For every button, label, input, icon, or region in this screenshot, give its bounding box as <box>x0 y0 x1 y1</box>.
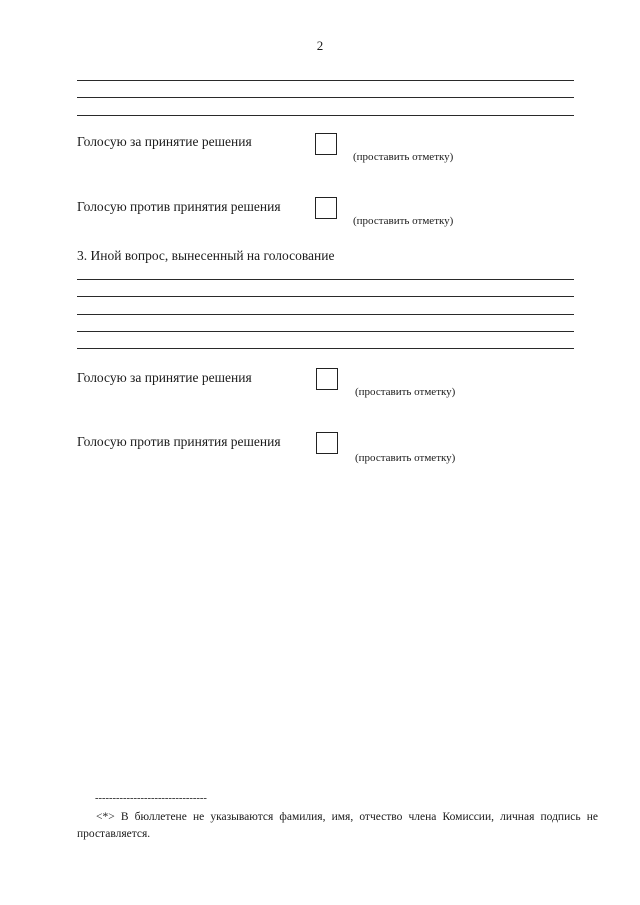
vote-for-checkbox[interactable] <box>316 368 338 390</box>
answer-line[interactable] <box>77 97 574 98</box>
vote-against-label: Голосую против принятия решения <box>77 434 281 449</box>
vote-for-hint: (проставить отметку) <box>355 386 456 398</box>
footnote-text: <*> В бюллетене не указываются фамилия, имя, отчество члена Комиссии, личная подпись не проставляется. <box>77 811 598 840</box>
footnote-separator: -------------------------------- <box>95 793 207 804</box>
vote-for-checkbox[interactable] <box>315 133 337 155</box>
vote-against-hint: (проставить отметку) <box>355 452 456 464</box>
vote-for-label: Голосую за принятие решения <box>77 370 252 385</box>
vote-against-checkbox[interactable] <box>315 197 337 219</box>
section-title: 3. Иной вопрос, вынесенный на голосование <box>77 248 335 263</box>
answer-line[interactable] <box>77 314 574 315</box>
answer-line[interactable] <box>77 115 574 116</box>
answer-line[interactable] <box>77 348 574 349</box>
answer-line[interactable] <box>77 279 574 280</box>
answer-line[interactable] <box>77 331 574 332</box>
vote-for-hint: (проставить отметку) <box>353 151 454 163</box>
vote-against-label: Голосую против принятия решения <box>77 199 281 214</box>
vote-for-label: Голосую за принятие решения <box>77 134 252 149</box>
answer-line[interactable] <box>77 80 574 81</box>
vote-against-hint: (проставить отметку) <box>353 215 454 227</box>
vote-against-checkbox[interactable] <box>316 432 338 454</box>
page-number: 2 <box>316 38 324 53</box>
answer-line[interactable] <box>77 296 574 297</box>
